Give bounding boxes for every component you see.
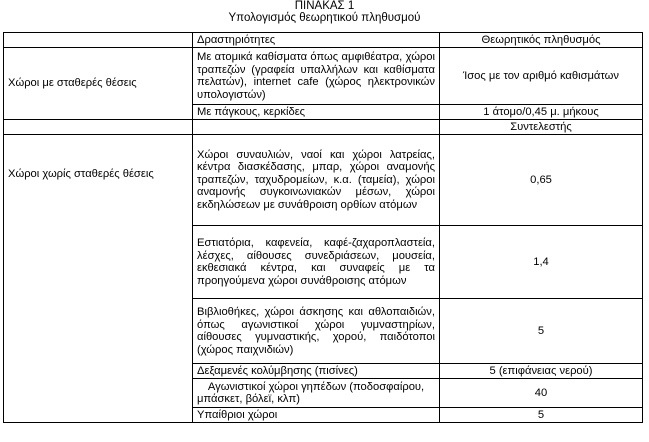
empty-header-cell bbox=[4, 33, 193, 48]
table-subtitle: Υπολογισμός θεωρητικού πληθυσμού bbox=[228, 12, 421, 24]
table-row bbox=[4, 134, 643, 225]
value-cell: 40 bbox=[440, 378, 643, 407]
activity-cell bbox=[193, 119, 440, 134]
value-cell: 1 άτομο/0,45 μ. μήκους bbox=[440, 104, 643, 119]
coefficient-header: Συντελεστής bbox=[440, 119, 643, 134]
header-activities: Δραστηριότητες bbox=[193, 33, 440, 48]
value-cell: 0,65 bbox=[440, 134, 643, 225]
header-row bbox=[4, 33, 643, 48]
activity-cell: Χώροι συναυλιών, ναοί και χώροι λατρείας, κέντρα διασκέδασης, μπαρ, χώροι αναμονής τραπεζών, ταχυδρομείων, κ.α. (ταμεία), χώροι αναμονής συγκοινωνιακών μέσων, χώροι εκδηλώσεων με συνάθροιση ορθίων ατόμων bbox=[193, 134, 440, 225]
activity-cell: Με πάγκους, κερκίδες bbox=[193, 104, 440, 119]
value-cell: 5 bbox=[440, 407, 643, 422]
group-label-fixed: Χώροι με σταθερές θέσεις bbox=[4, 47, 193, 119]
population-table bbox=[3, 32, 643, 423]
table-title: ΠΙΝΑΚΑΣ 1 bbox=[294, 0, 355, 12]
activity-cell: Αγωνιστικοί χώροι γηπέδων (ποδοσφαίρου, μπάσκετ, βόλεϊ, κλπ) bbox=[193, 378, 440, 407]
value-cell: 5 (επιφάνειας νερού) bbox=[440, 363, 643, 378]
activity-cell: Υπαίθριοι χώροι bbox=[193, 407, 440, 422]
activity-cell: Βιβλιοθήκες, χώροι άσκησης και αθλοπαιδιών, όπως αγωνιστικοί χώροι γυμναστηρίων, αίθουσες γυμναστικής, χορού, παιδότοποι (χώρος παιχνιδιών) bbox=[193, 298, 440, 363]
value-cell: 1,4 bbox=[440, 225, 643, 298]
header-population: Θεωρητικός πληθυσμός bbox=[440, 33, 643, 48]
empty-cell bbox=[4, 119, 193, 134]
table-row bbox=[4, 47, 643, 104]
value-cell: 5 bbox=[440, 298, 643, 363]
value-cell: Ίσος με τον αριθμό καθισμάτων bbox=[440, 47, 643, 104]
activity-cell: Δεξαμενές κολύμβησης (πισίνες) bbox=[193, 363, 440, 378]
group-label-nonfixed: Χώροι χωρίς σταθερές θέσεις bbox=[4, 134, 193, 422]
activity-cell: Με ατομικά καθίσματα όπως αμφιθέατρα, χώροι τραπεζών (γραφεία υπαλλήλων και καθίσματα πελατών), internet cafe (χώρος ηλεκτρονικών υπολογιστών) bbox=[193, 47, 440, 104]
table-row bbox=[4, 119, 643, 134]
activity-cell: Εστιατόρια, καφενεία, καφέ-ζαχαροπλαστεία, λέσχες, αίθουσες συνεδριάσεων, μουσεία, εκθεσιακά κέντρα, και συναφείς με τα προηγούμενα χώροι συνάθροισης ατόμων bbox=[193, 225, 440, 298]
